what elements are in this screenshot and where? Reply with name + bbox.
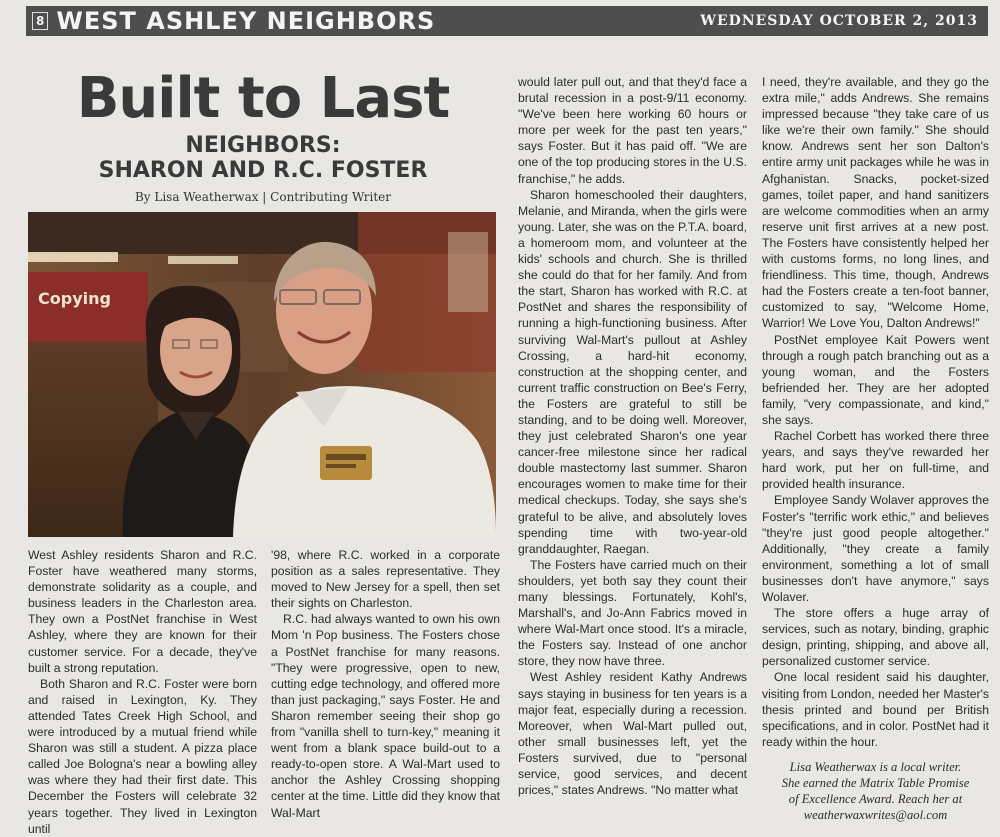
copying-sign: Copying (38, 289, 111, 308)
paragraph: would later pull out, and that they'd face a brutal recession in a post-9/11 economy. "We've been here working 60 hours or more per week for the past ten years," says Foster. But it has paid off. "We are one of the top producing stores in the U.S. franchise," he adds. (518, 75, 747, 186)
article-photo (28, 212, 496, 537)
paragraph: The Fosters have carried much on their shoulders, yet both say they count their many blessings. Fortunately, Kohl's, Marshall's, and Jo-Ann Fabrics moved in where Wal-Mart once stood. It's a miracle, the Fosters say. Instead of one anchor store, they now have three. (518, 557, 747, 669)
paragraph: PostNet employee Kait Powers went through a rough patch branching out as a young woman, and the Fosters befriended her. They are her adopted family, "very compassionate, and kind," she says. (762, 332, 989, 427)
subhead-line-2: SHARON AND R.C. FOSTER (98, 158, 428, 183)
paragraph: Employee Sandy Wolaver approves the Foster's "terrific work ethic," and believes "they're just good people altogether." Additionally, "they create a family environment, something a lot of small businesses don't have anymore," says Wolaver. (762, 493, 989, 604)
author-note-line: She earned the Matrix Table Promise (781, 776, 970, 790)
masthead-left (32, 6, 435, 36)
issue-date: WEDNESDAY OCTOBER 2, 2013 (700, 13, 978, 29)
paragraph: The store offers a huge array of services, such as notary, binding, graphic design, printing, shipping, and above all, personalized customer service. (762, 606, 989, 669)
byline: By Lisa Weatherwax | Contributing Writer (134, 190, 392, 204)
masthead (26, 6, 988, 36)
paragraph: Rachel Corbett has worked there three years, and says they've rewarded her hard work, put her on full-time, and provided health insurance. (762, 429, 989, 492)
paragraph: Sharon homeschooled their daughters, Melanie, and Miranda, when the girls were young. Later, she was on the P.T.A. board, a homeroom mom, and volunteer at the kids' schools and church. She is thrilled she could do that for her family. And from the start, Sharon has worked with R.C. at PostNet and shares the responsibility of running a high-functioning business. After surviving Wal-Mart's pullout at Ashley Crossing, a hard-hit economy, construction at the shopping center, and current traffic construction on Bee's Ferry, the Fosters are grateful to still be standing, and to be doing well. Moreover, they just celebrated Sharon's one year cancer-free milestone since her radical double mastectomy last summer. Sharon encourages women to make time for their medical checkups. Today, she says she's grateful to be alive, and absolutely loves spending time with two-year-old granddaughter, Raegan. (518, 187, 747, 556)
page-number: 8 (32, 12, 48, 30)
author-note-line: Lisa Weatherwax is a local writer. (789, 760, 962, 774)
paragraph: I need, they're available, and they go the extra mile," adds Andrews. She remains impressed because "they take care of us like we're their own family." She should know. Andrews sent her son Dalton's entire army unit packages while he was in Afghanistan. Snacks, pocket-sized games, toilet paper, and hand sanitizers are welcome commodities when an army reserve unit first arrives at a new post. The Fosters have consistently helped her with customs forms, no long lines, and friendliness. This time, though, Andrews had the Fosters create a ten-foot banner, customized to say, "Welcome Home, Warrior! We Love You, Dalton Andrews!" (762, 75, 989, 331)
paragraph: One local resident said his daughter, visiting from London, needed her Master's thesis printed and bound per British specifications, and in color. PostNet had it ready within the hour. (762, 670, 989, 749)
subhead-line-1: NEIGHBORS: (185, 133, 341, 158)
section-title: WEST ASHLEY NEIGHBORS (56, 7, 436, 35)
paragraph: Both Sharon and R.C. Foster were born and raised in Lexington, Ky. They attended Tates Creek High School, and were introduced by a mutual friend while Sharon was still a student. A pizza place called Joe Bologna's near a bowling alley was where they had their first date. This December the Fosters will celebrate 32 years together. They lived in Lexington until (28, 676, 257, 836)
author-email: weatherwaxwrites@aol.com (803, 808, 948, 822)
article-column-3 (518, 74, 747, 826)
article-column-1 (28, 547, 257, 836)
author-note-line: of Excellence Award. Reach her at (788, 792, 963, 806)
paragraph: West Ashley residents Sharon and R.C. Foster have weathered many storms, demonstrate solidarity as a couple, and business leaders in the Charleston area. They own a PostNet franchise in West Ashley, where they are known for their customer service. For a decade, they've built a strong reputation. (28, 548, 257, 675)
paragraph: '98, where R.C. worked in a corporate position as a sales representative. They moved to New Jersey for a spell, then set their sights on Charleston. (271, 548, 500, 611)
headline: Built to Last (76, 66, 450, 131)
article-column-2 (271, 547, 500, 825)
author-note (762, 759, 989, 823)
paragraph: West Ashley resident Kathy Andrews says staying in business for ten years is a major feat, especially during a recession. Moreover, when Wal-Mart pulled out, other small businesses left, yet the Fosters survived, due to "personal service, good services, and decent prices," states Andrews. "No matter what (518, 670, 747, 798)
article-column-4 (762, 74, 989, 754)
paragraph: R.C. had always wanted to own his own Mom 'n Pop business. The Fosters chose a PostNet franchise for many reasons. "They were progressive, open to new, cutting edge technology, and offered more than just packaging," says Foster. He and Sharon remember seeing their shop go from "vanilla shell to turn-key," meaning it went from a blank space build-out to a ready-to-open store. A Wal-Mart used to anchor the Ashley Crossing shopping center at the time. Little did they know that Wal-Mart (271, 612, 500, 820)
subhead (28, 133, 498, 183)
photo-illustration (28, 212, 496, 537)
